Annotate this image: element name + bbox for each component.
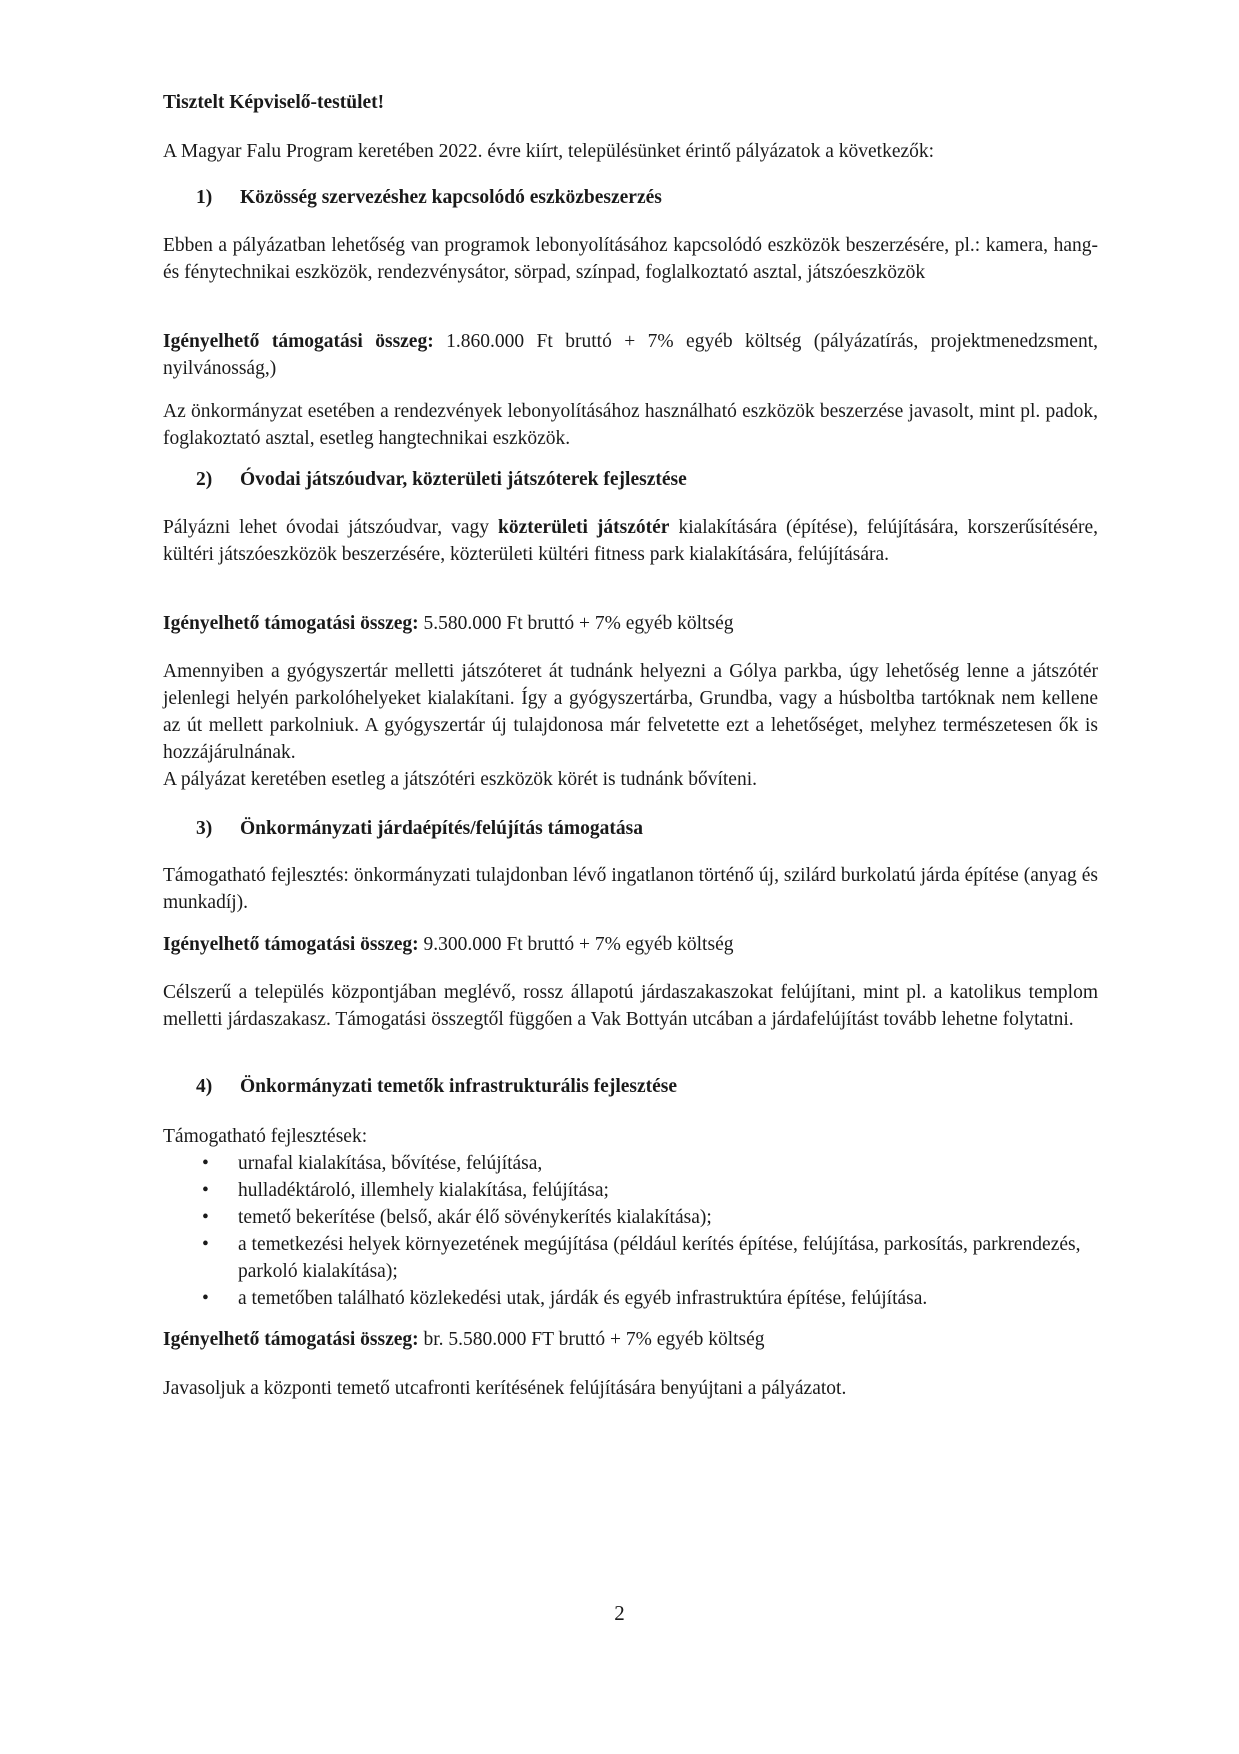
bullet-icon: • bbox=[202, 1153, 209, 1174]
section-4-amount-label: Igényelhető támogatási összeg: bbox=[163, 1329, 419, 1350]
section-2-amount-label: Igényelhető támogatási összeg: bbox=[163, 613, 419, 634]
section-2-amount-value: 5.580.000 Ft bruttó + 7% egyéb költség bbox=[423, 613, 734, 634]
section-4-list-intro: Támogatható fejlesztések: bbox=[163, 1126, 368, 1147]
section-3-note: Célszerű a település központjában meglévő, rossz állapotú járdaszakaszokat felújítani, mint pl. a katolikus templom melletti járdaszakasz. Támogatási összegtől függően a Vak Bottyán utcában a járdafelújítást tovább lehetne folytatni. bbox=[163, 982, 1098, 1030]
salutation: Tisztelt Képviselő-testület! bbox=[163, 92, 385, 113]
section-2-amount bbox=[163, 610, 1098, 637]
section-4-heading bbox=[196, 1073, 677, 1100]
list-item: • temető bekerítése (belső, akár élő sövénykerítés kialakítása); bbox=[200, 1204, 1100, 1231]
section-2-description-start: Pályázni lehet óvodai játszóudvar, vagy bbox=[163, 517, 499, 538]
section-1-heading bbox=[196, 184, 662, 211]
section-2-note-2: A pályázat keretében esetleg a játszótéri eszközök körét is tudnánk bővíteni. bbox=[163, 769, 757, 790]
section-3-title: Önkormányzati járdaépítés/felújítás támogatása bbox=[240, 818, 643, 839]
section-2-note: Amennyiben a gyógyszertár melletti játszóteret át tudnánk helyezni a Gólya parkba, úgy lehetőség lenne a játszótér jelenlegi helyén parkolóhelyeket kialakítani. Így a gyógyszertárba, Grundba, vagy a húsboltba tartóknak nem kellene az út mellett parkolniuk. A gyógyszertár új tulajdonosa már felvetette ezt a lehetőséget, melyhez természetesen ők is hozzájárulnának. bbox=[163, 661, 1098, 763]
section-4-bullet-list bbox=[200, 1150, 1100, 1312]
page-number: 2 bbox=[614, 1601, 625, 1625]
section-2-heading bbox=[196, 466, 687, 493]
section-4-number: 4) bbox=[196, 1076, 213, 1097]
section-1-title: Közösség szervezéshez kapcsolódó eszközbeszerzés bbox=[240, 187, 662, 208]
list-item: • a temetkezési helyek környezetének megújítása (például kerítés építése, felújítása, parkosítás, parkrendezés, parkoló kialakítása); bbox=[200, 1231, 1100, 1285]
section-1-amount-value: 1.860.000 Ft bruttó + 7% egyéb költség (pályázatírás, projektmenedzsment, nyilvánosság,) bbox=[163, 331, 1099, 379]
section-1-note: Az önkormányzat esetében a rendezvények lebonyolításához használható eszközök beszerzése javasolt, mint pl. padok, foglakoztató asztal, esetleg hangtechnikai eszközök. bbox=[163, 401, 1098, 449]
section-1-amount-label: Igényelhető támogatási összeg: bbox=[163, 331, 434, 352]
section-2-number: 2) bbox=[196, 469, 213, 490]
intro-text: A Magyar Falu Program keretében 2022. évre kiírt, településünket érintő pályázatok a következők: bbox=[163, 141, 935, 162]
section-4-amount-value: br. 5.580.000 FT bruttó + 7% egyéb költség bbox=[423, 1329, 765, 1350]
section-3-amount-label: Igényelhető támogatási összeg: bbox=[163, 934, 419, 955]
bullet-icon: • bbox=[202, 1180, 209, 1201]
list-item: • hulladéktároló, illemhely kialakítása, felújítása; bbox=[200, 1177, 1100, 1204]
bullet-icon: • bbox=[202, 1234, 209, 1255]
section-1-amount bbox=[163, 328, 1098, 382]
section-3-description: Támogatható fejlesztés: önkormányzati tulajdonban lévő ingatlanon történő új, szilárd burkolatú járda építése (anyag és munkadíj). bbox=[163, 865, 1098, 913]
section-3-number: 3) bbox=[196, 818, 213, 839]
section-1-number: 1) bbox=[196, 187, 213, 208]
section-2-description-end: kialakítására (építése), felújítására, korszerűsítésére, kültéri játszóeszközök beszerzésére, közterületi kültéri fitness park kialakítására, felújítására. bbox=[163, 517, 1098, 565]
section-3-heading bbox=[196, 815, 643, 842]
section-4-amount bbox=[163, 1326, 1098, 1353]
section-1-description: Ebben a pályázatban lehetőség van programok lebonyolításához kapcsolódó eszközök beszerzésére, pl.: kamera, hang- és fénytechnikai eszközök, rendezvénysátor, sörpad, színpad, foglalkoztató asztal, játszóeszközök bbox=[163, 235, 1098, 283]
section-2-description-emphasis: közterületi játszótér bbox=[498, 517, 670, 538]
section-4-note: Javasoljuk a központi temető utcafronti kerítésének felújítására benyújtani a pályázatot. bbox=[163, 1378, 847, 1399]
bullet-icon: • bbox=[202, 1207, 209, 1228]
section-4-title: Önkormányzati temetők infrastrukturális fejlesztése bbox=[240, 1076, 678, 1097]
list-item: • a temetőben található közlekedési utak, járdák és egyéb infrastruktúra építése, felújítása. bbox=[200, 1285, 1100, 1312]
bullet-icon: • bbox=[202, 1288, 209, 1309]
section-3-amount-value: 9.300.000 Ft bruttó + 7% egyéb költség bbox=[423, 934, 734, 955]
section-2-description bbox=[163, 514, 1098, 568]
list-item: • urnafal kialakítása, bővítése, felújítása, bbox=[200, 1150, 1100, 1177]
section-2-title: Óvodai játszóudvar, közterületi játszóterek fejlesztése bbox=[240, 469, 687, 490]
section-3-amount bbox=[163, 931, 1098, 958]
